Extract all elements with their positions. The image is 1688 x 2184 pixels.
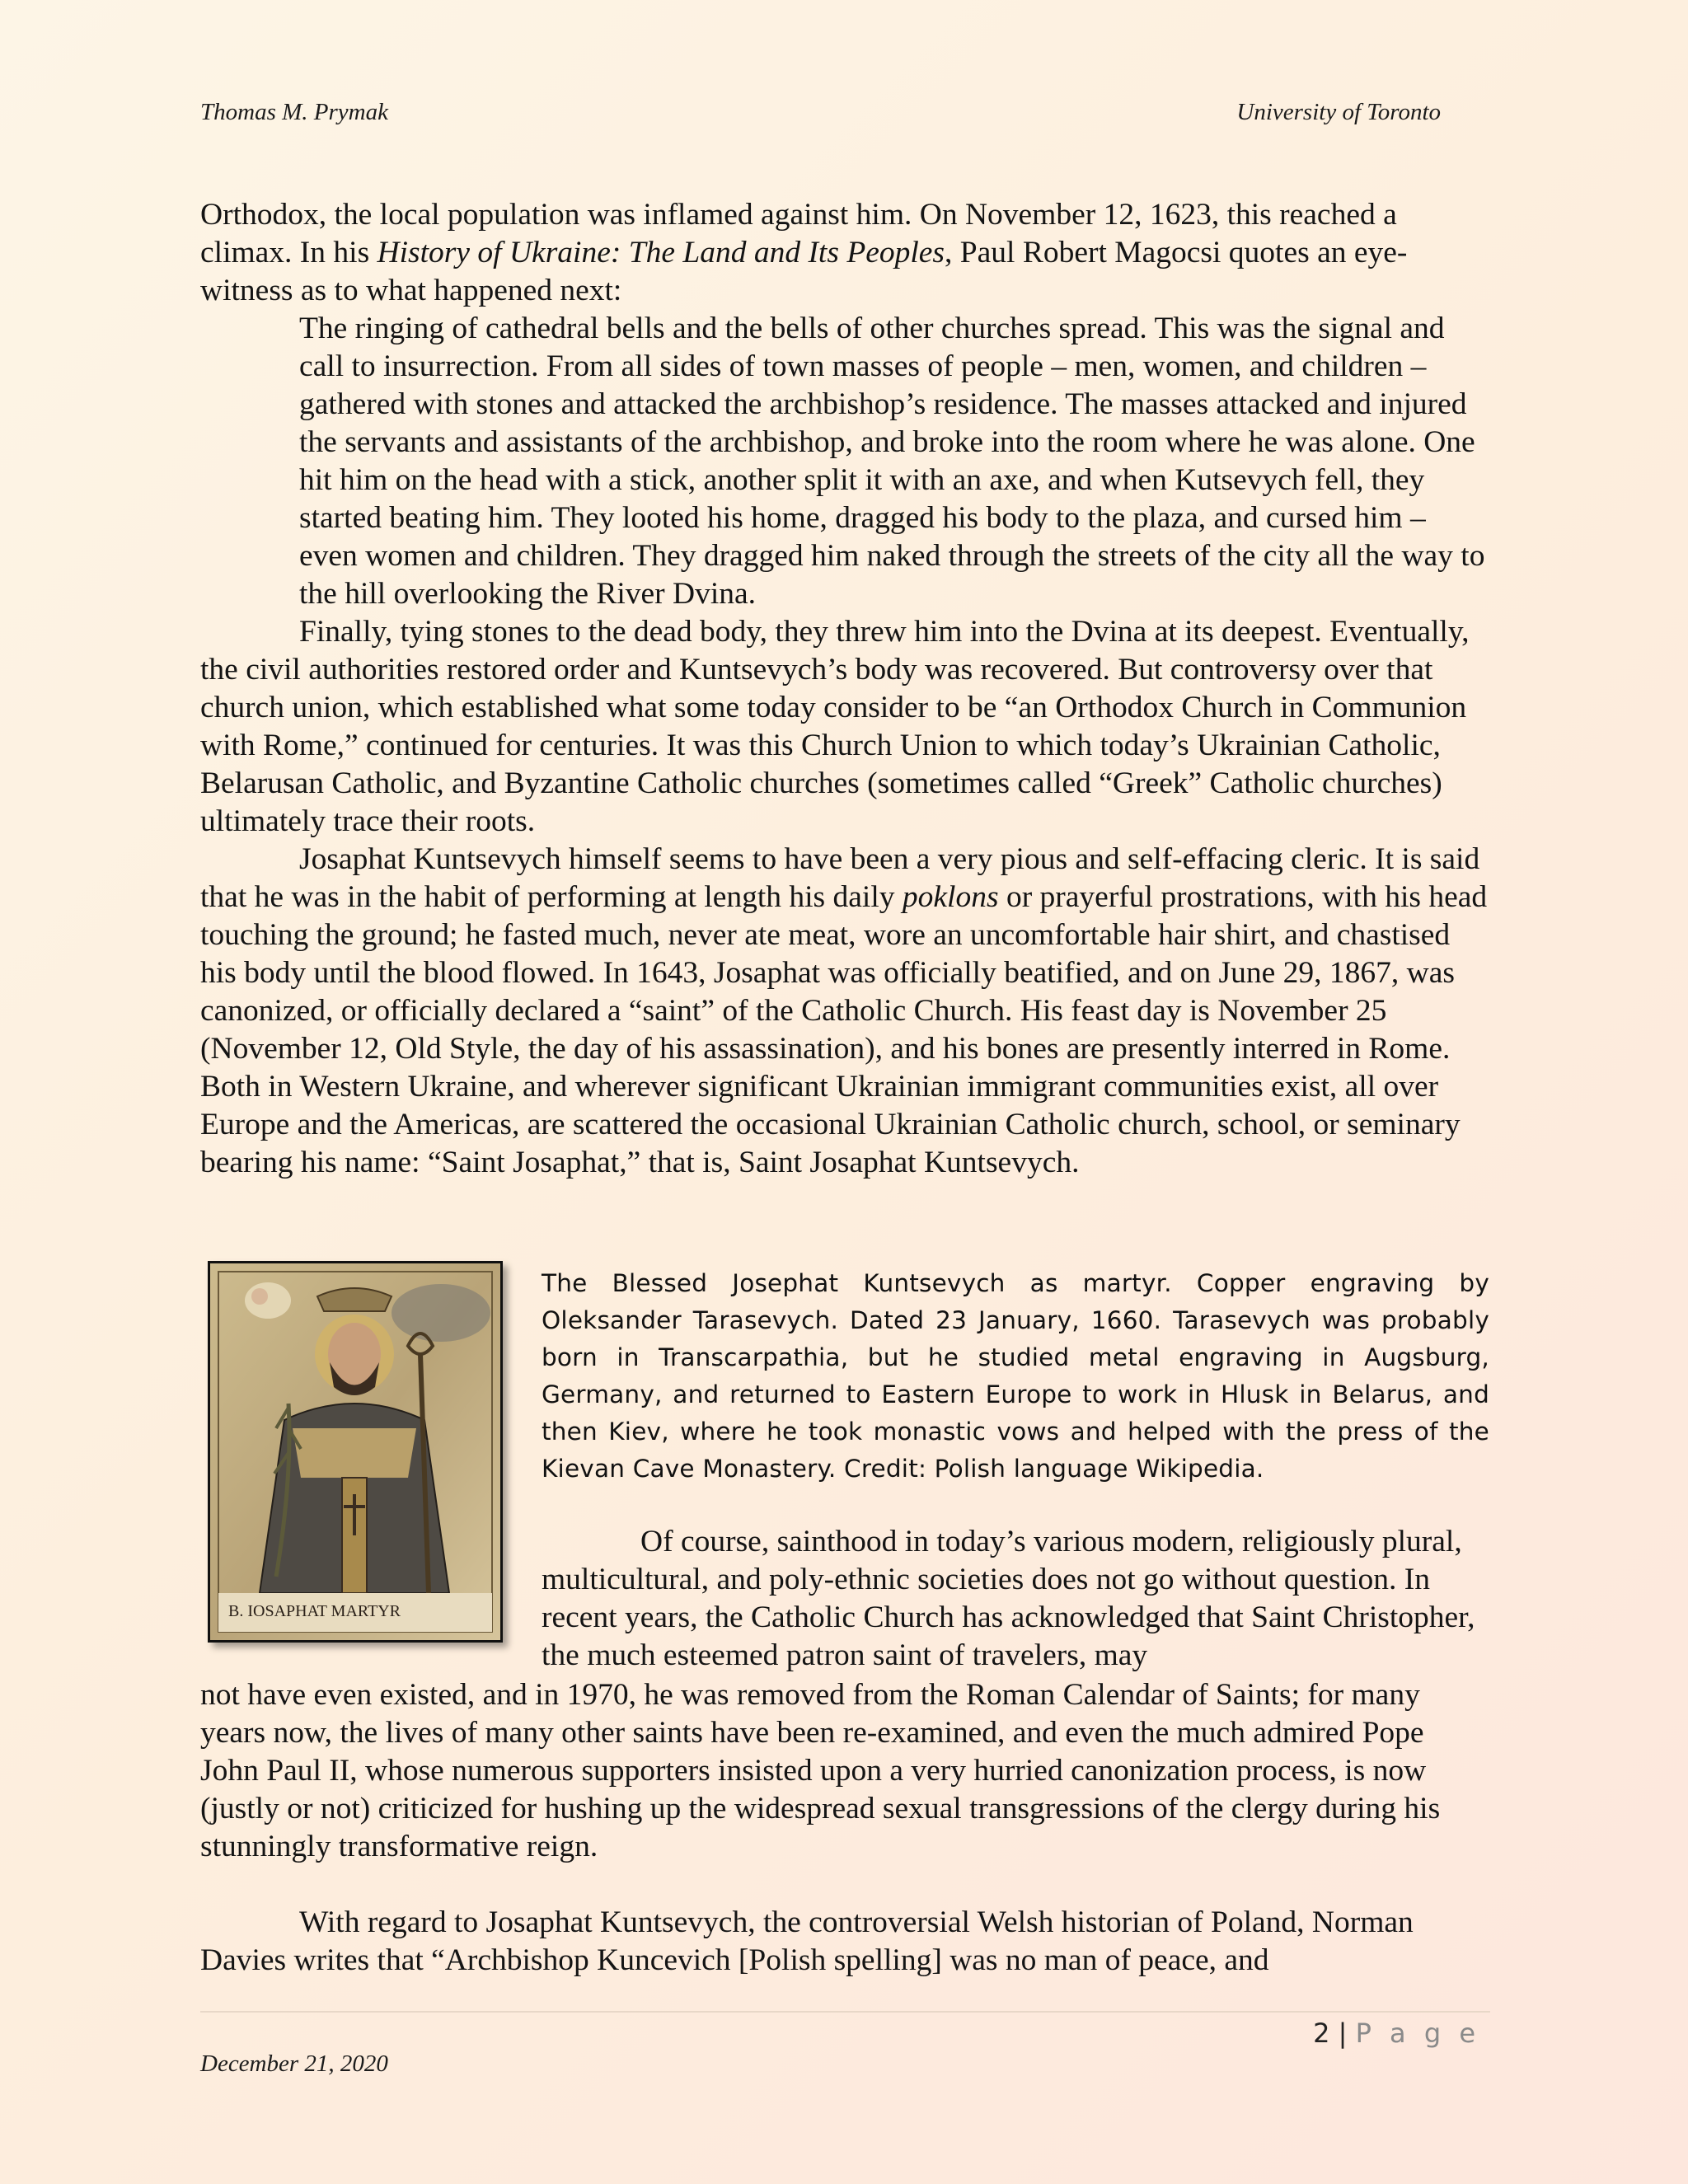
main-text (200, 196, 1488, 1182)
paragraph-1-text-b: , Paul Robert Magocsi quotes an eye-witness as to what happened next: (200, 236, 1408, 307)
saint-engraving-icon (210, 1263, 500, 1640)
poklons-term: poklons (902, 880, 999, 914)
header-institution: University of Toronto (1236, 99, 1441, 125)
paragraph-4-start: Of course, sainthood in today’s various modern, religiously plural, multicultural, and poly-ethnic societies does not go without question. In recent years, the Catholic Church has acknowledged that Saint Christopher, the much esteemed patron saint of travelers, may (542, 1525, 1475, 1672)
footer-divider (200, 2011, 1490, 2013)
page-number (1313, 2018, 1480, 2049)
page-number-value: 2 (1313, 2018, 1330, 2049)
block-quote: The ringing of cathedral bells and the bells of other churches spread. This was the signal and call to insurrection. From all sides of town masses of people – men, women, and children – gathered with stones and attacked the archbishop’s residence. The masses attacked and injured the servants and assistants of the archbishop, and broke into the room where he was alone. One hit him on the head with a stick, another split it with an axe, and when Kutsevych fell, they started beating him. They looted his home, dragged his body to the plaza, and cursed him – even women and children. They dragged him naked through the streets of the city all the way to the hill overlooking the River Dvina. (299, 312, 1485, 611)
paragraph-3 (200, 841, 1488, 1182)
paragraph-3-text-a: Josaphat Kuntsevych himself seems to have been a very pious and self-effacing cleric. It is said that he was in the habit of performing at length his daily (200, 842, 1480, 914)
page-separator: | (1338, 2018, 1348, 2049)
header-author: Thomas M. Prymak (200, 99, 388, 125)
paragraph-5: With regard to Josaphat Kuntsevych, the controversial Welsh historian of Poland, Norman Davies writes that “Archbishop Kuncevich [Polish spelling] was no man of peace, and (200, 1905, 1414, 1977)
paragraph-5-block (200, 1904, 1488, 1980)
paragraph-3-text-b: or prayerful prostrations, with his head touching the ground; he fasted much, never ate meat, wore an uncomfortable hair shirt, and chastised his body until the blood flowed. In 1643, Josaphat was officially beatified, and on June 29, 1867, was canonized, or officially declared a “saint” of the Catholic Church. His feast day is November 25 (November 12, Old Style, the day of his assassination), and his bones are presently interred in Rome. Both in Western Ukraine, and wherever significant Ukrainian immigrant communities exist, all over Europe and the Americas, are scattered the occasional Ukrainian Catholic church, school, or seminary bearing his name: “Saint Josaphat,” that is, Saint Josaphat Kuntsevych. (200, 880, 1488, 1179)
paragraph-4-continued (200, 1676, 1488, 1866)
paragraph-4-wrapped (542, 1523, 1488, 1675)
footer-date: December 21, 2020 (200, 2050, 388, 2077)
book-title: History of Ukraine: The Land and Its Peoples (377, 236, 945, 269)
engraving-image (208, 1261, 503, 1643)
paragraph-4-rest: not have even existed, and in 1970, he was removed from the Roman Calendar of Saints; for many years now, the lives of many other saints have been re-examined, and even the much admired Pope John Paul II, whose numerous supporters insisted upon a very hurried canonization process, is now (justly or not) criticized for hushing up the widespread sexual transgressions of the clergy during his stunningly transformative reign. (200, 1678, 1441, 1863)
figure-caption: The Blessed Josephat Kuntsevych as martyr. Copper engraving by Oleksander Tarasevych. Dated 23 January, 1660. Tarasevych was probably born in Transcarpathia, but he studied metal engraving in Augsburg, Germany, and returned to Eastern Europe to work in Hlusk in Belarus, and then Kiev, where he took monastic vows and helped with the press of the Kievan Cave Monastery. Credit: Polish language Wikipedia. (542, 1269, 1489, 1483)
paragraph-2: Finally, tying stones to the dead body, they threw him into the Dvina at its deepest. Eventually, the civil authorities restored order and Kuntsevych’s body was recovered. But controversy over that church union, which established what some today consider to be “an Orthodox Church in Communion with Rome,” continued for centuries. It was this Church Union to which today’s Ukrainian Catholic, Belarusan Catholic, and Byzantine Catholic churches (sometimes called “Greek” Catholic churches) ultimately trace their roots. (200, 615, 1470, 838)
engraving-inscription: B. IOSAPHAT MARTYR (228, 1602, 401, 1620)
paragraph-1-text-a: Orthodox, the local population was inflamed against him. On November 12, 1623, this reached a climax. In his (200, 198, 1397, 269)
paragraph-1 (200, 196, 1488, 310)
page-label: P a g e (1355, 2018, 1480, 2049)
